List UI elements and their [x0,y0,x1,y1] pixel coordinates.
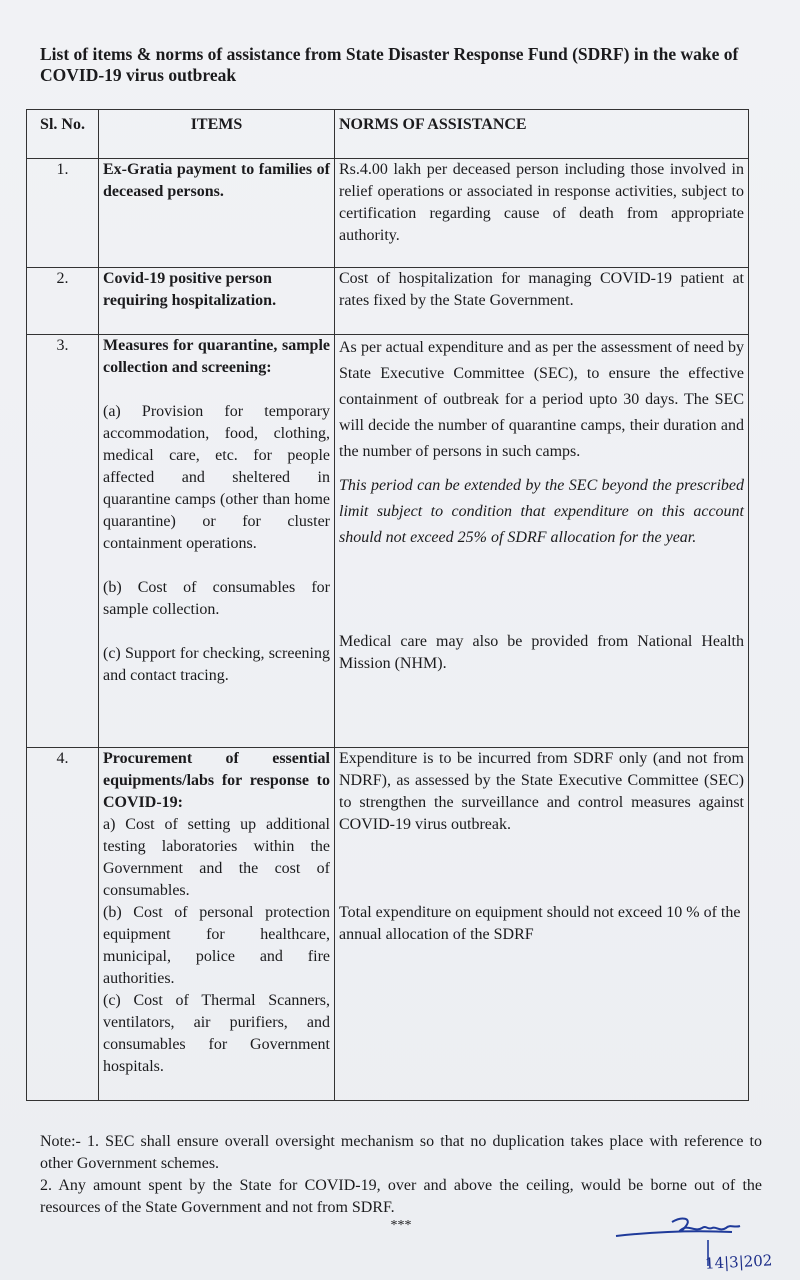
norm-c-text: Medical care may also be provided from National Health Mission (NHM). [339,633,744,672]
row-sl-no: 3. [27,335,99,748]
item-sub-a: a) Cost of setting up additional testing laboratories within the Government and the cost of consumables. [103,816,330,899]
item-sub-b: (b) Cost of consumables for sample collection. [103,579,330,618]
norm-b-text: Total expenditure on equipment should not exceed 10 % of the annual allocation of the SDRF [339,904,741,943]
item-sub-c: (c) Support for checking, screening and contact tracing. [103,645,330,684]
table-row [27,159,749,268]
table-row [27,335,749,748]
table-row [27,748,749,1101]
item-sub-a: (a) Provision for temporary accommodation, food, clothing, medical care, etc. for people affected and sheltered in quarantine camps (other than home quarantine) or for cluster containment operations. [103,403,330,552]
item-sub-b: (b) Cost of personal protection equipment for healthcare, municipal, police and fire authorities. [103,904,330,987]
header-sl-no: Sl. No. [27,110,99,159]
header-items: ITEMS [99,110,335,159]
item-sub-c: (c) Cost of Thermal Scanners, ventilators, air purifiers, and consumables for Government hospitals. [103,992,330,1075]
header-norms: NORMS OF ASSISTANCE [335,110,749,159]
signature-date: 14|3|202 [704,1251,773,1273]
note-2: 2. Any amount spent by the State for COVID-19, over and above the ceiling, would be borne out of the resources of the State Government and not from SDRF. [40,1177,762,1216]
assistance-table [26,109,749,1101]
norm-text: As per actual expenditure and as per the assessment of need by State Executive Committee (SEC), to ensure the effective containment of outbreak for a period upto 30 days. The SEC will decide the number of quarantine camps, their duration and the number of persons in such camps. [339,339,744,460]
row-sl-no: 2. [27,268,99,335]
item-title: Measures for quarantine, sample collection and screening: [103,337,330,376]
row-sl-no: 1. [27,159,99,268]
table-row [27,268,749,335]
norm-text: Expenditure is to be incurred from SDRF only (and not from NDRF), as assessed by the State Executive Committee (SEC) to strengthen the surveillance and control measures against COVID-19 virus outbreak. [339,750,744,833]
norm-italic-text: This period can be extended by the SEC beyond the prescribed limit subject to condition that expenditure on this account should not exceed 25% of SDRF allocation for the year. [339,477,744,546]
end-mark: *** [390,1218,412,1233]
item-title: Ex-Gratia payment to families of deceased persons. [103,161,330,200]
norm-text: Cost of hospitalization for managing COVID-19 patient at rates fixed by the State Government. [339,270,744,309]
note-1: Note:- 1. SEC shall ensure overall oversight mechanism so that no duplication takes place with reference to other Government schemes. [40,1133,762,1172]
row-sl-no: 4. [27,748,99,1101]
item-title: Covid-19 positive person requiring hospitalization. [103,270,277,309]
table-header-row [27,110,749,159]
norm-text: Rs.4.00 lakh per deceased person including those involved in relief operations or associated in response activities, subject to certification regarding cause of death from appropriate authority. [339,161,744,244]
document-title: List of items & norms of assistance from State Disaster Response Fund (SDRF) in the wake of COVID-19 virus outbreak [40,44,739,85]
item-title: Procurement of essential equipments/labs for response to COVID-19: [103,750,330,811]
